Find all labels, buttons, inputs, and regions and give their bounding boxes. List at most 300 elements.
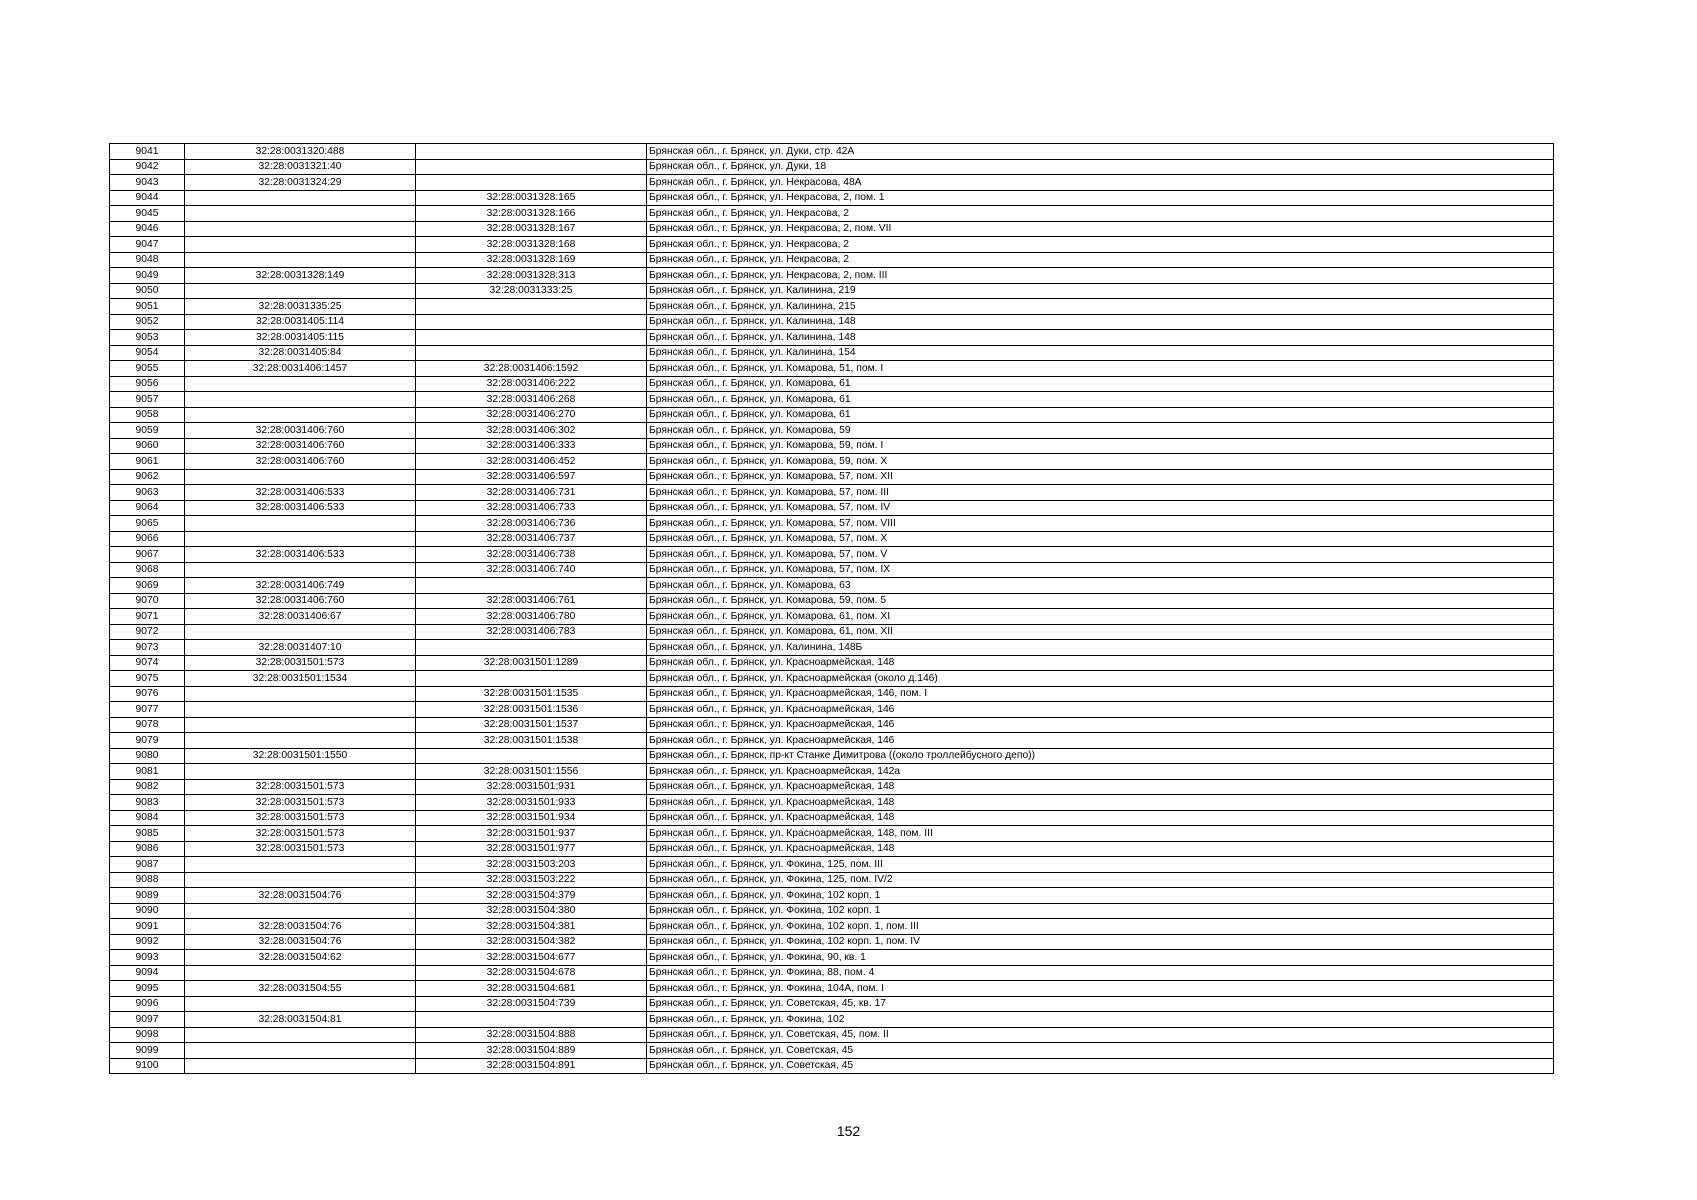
row-number-cell: 9097 (110, 1012, 185, 1028)
address-cell: Брянская обл., г. Брянск, ул. Комарова, 57, пом. X (647, 531, 1554, 547)
row-number-cell: 9050 (110, 283, 185, 299)
land-cadastral-number-cell: 32:28:0031406:760 (185, 593, 416, 609)
address-cell: Брянская обл., г. Брянск, ул. Комарова, 51, пом. I (647, 361, 1554, 377)
row-number-cell: 9049 (110, 268, 185, 284)
address-cell: Брянская обл., г. Брянск, ул. Некрасова, 2, пом. VII (647, 221, 1554, 237)
table-row (110, 283, 1554, 299)
row-number-cell: 9082 (110, 779, 185, 795)
row-number-cell: 9042 (110, 159, 185, 175)
table-row (110, 919, 1554, 935)
land-cadastral-number-cell (185, 407, 416, 423)
table-row (110, 981, 1554, 997)
row-number-cell: 9090 (110, 903, 185, 919)
table-row (110, 376, 1554, 392)
row-number-cell: 9083 (110, 795, 185, 811)
land-cadastral-number-cell (185, 717, 416, 733)
land-cadastral-number-cell (185, 1058, 416, 1074)
table-row (110, 671, 1554, 687)
object-cadastral-number-cell (416, 748, 647, 764)
row-number-cell: 9098 (110, 1027, 185, 1043)
object-cadastral-number-cell: 32:28:0031504:380 (416, 903, 647, 919)
row-number-cell: 9080 (110, 748, 185, 764)
address-cell: Брянская обл., г. Брянск, ул. Некрасова, 2 (647, 206, 1554, 222)
address-cell: Брянская обл., г. Брянск, пр-кт Станке Димитрова ((около троллейбусного депо)) (647, 748, 1554, 764)
table-row (110, 423, 1554, 439)
table-row (110, 702, 1554, 718)
object-cadastral-number-cell: 32:28:0031501:1538 (416, 733, 647, 749)
row-number-cell: 9054 (110, 345, 185, 361)
object-cadastral-number-cell: 32:28:0031501:1556 (416, 764, 647, 780)
row-number-cell: 9057 (110, 392, 185, 408)
table-row (110, 221, 1554, 237)
land-cadastral-number-cell (185, 469, 416, 485)
row-number-cell: 9072 (110, 624, 185, 640)
table-row (110, 175, 1554, 191)
table-row (110, 996, 1554, 1012)
land-cadastral-number-cell: 32:28:0031406:749 (185, 578, 416, 594)
address-cell: Брянская обл., г. Брянск, ул. Красноармейская, 146, пом. I (647, 686, 1554, 702)
address-cell: Брянская обл., г. Брянск, ул. Комарова, 59, пом. I (647, 438, 1554, 454)
address-cell: Брянская обл., г. Брянск, ул. Комарова, 61 (647, 392, 1554, 408)
object-cadastral-number-cell: 32:28:0031406:731 (416, 485, 647, 501)
row-number-cell: 9085 (110, 826, 185, 842)
object-cadastral-number-cell (416, 578, 647, 594)
row-number-cell: 9084 (110, 810, 185, 826)
address-cell: Брянская обл., г. Брянск, ул. Красноармейская, 148 (647, 795, 1554, 811)
page-number: 152 (836, 1123, 861, 1139)
row-number-cell: 9064 (110, 500, 185, 516)
object-cadastral-number-cell: 32:28:0031406:452 (416, 454, 647, 470)
land-cadastral-number-cell (185, 237, 416, 253)
table-row (110, 500, 1554, 516)
address-cell: Брянская обл., г. Брянск, ул. Комарова, 61, пом. XII (647, 624, 1554, 640)
table-row (110, 392, 1554, 408)
address-cell: Брянская обл., г. Брянск, ул. Красноармейская, 148 (647, 810, 1554, 826)
table-row (110, 206, 1554, 222)
row-number-cell: 9089 (110, 888, 185, 904)
address-cell: Брянская обл., г. Брянск, ул. Фокина, 104А, пом. I (647, 981, 1554, 997)
row-number-cell: 9044 (110, 190, 185, 206)
land-cadastral-number-cell: 32:28:0031406:760 (185, 438, 416, 454)
row-number-cell: 9059 (110, 423, 185, 439)
object-cadastral-number-cell: 32:28:0031406:733 (416, 500, 647, 516)
address-cell: Брянская обл., г. Брянск, ул. Фокина, 88, пом. 4 (647, 965, 1554, 981)
land-cadastral-number-cell: 32:28:0031406:533 (185, 500, 416, 516)
row-number-cell: 9067 (110, 547, 185, 563)
row-number-cell: 9092 (110, 934, 185, 950)
row-number-cell: 9096 (110, 996, 185, 1012)
address-cell: Брянская обл., г. Брянск, ул. Некрасова, 2, пом. III (647, 268, 1554, 284)
object-cadastral-number-cell: 32:28:0031406:333 (416, 438, 647, 454)
row-number-cell: 9094 (110, 965, 185, 981)
land-cadastral-number-cell (185, 562, 416, 578)
address-cell: Брянская обл., г. Брянск, ул. Фокина, 102 корп. 1 (647, 903, 1554, 919)
object-cadastral-number-cell: 32:28:0031406:597 (416, 469, 647, 485)
address-cell: Брянская обл., г. Брянск, ул. Комарова, 61 (647, 407, 1554, 423)
land-cadastral-number-cell: 32:28:0031501:573 (185, 779, 416, 795)
table-row (110, 531, 1554, 547)
table-row (110, 345, 1554, 361)
object-cadastral-number-cell: 32:28:0031406:736 (416, 516, 647, 532)
land-cadastral-number-cell (185, 252, 416, 268)
row-number-cell: 9081 (110, 764, 185, 780)
row-number-cell: 9060 (110, 438, 185, 454)
table-row (110, 903, 1554, 919)
land-cadastral-number-cell (185, 857, 416, 873)
address-cell: Брянская обл., г. Брянск, ул. Комарова, 61 (647, 376, 1554, 392)
land-cadastral-number-cell (185, 733, 416, 749)
row-number-cell: 9078 (110, 717, 185, 733)
table-row (110, 841, 1554, 857)
row-number-cell: 9079 (110, 733, 185, 749)
object-cadastral-number-cell (416, 1012, 647, 1028)
table-row (110, 454, 1554, 470)
object-cadastral-number-cell: 32:28:0031406:268 (416, 392, 647, 408)
row-number-cell: 9069 (110, 578, 185, 594)
table-row (110, 1027, 1554, 1043)
land-cadastral-number-cell: 32:28:0031504:81 (185, 1012, 416, 1028)
land-cadastral-number-cell: 32:28:0031501:573 (185, 841, 416, 857)
table-row (110, 299, 1554, 315)
address-cell: Брянская обл., г. Брянск, ул. Фокина, 125, пом. IV/2 (647, 872, 1554, 888)
land-cadastral-number-cell (185, 376, 416, 392)
row-number-cell: 9053 (110, 330, 185, 346)
row-number-cell: 9076 (110, 686, 185, 702)
land-cadastral-number-cell (185, 764, 416, 780)
land-cadastral-number-cell: 32:28:0031501:573 (185, 826, 416, 842)
address-cell: Брянская обл., г. Брянск, ул. Фокина, 102 корп. 1, пом. III (647, 919, 1554, 935)
address-cell: Брянская обл., г. Брянск, ул. Комарова, 61, пом. XI (647, 609, 1554, 625)
table-row (110, 252, 1554, 268)
object-cadastral-number-cell: 32:28:0031406:222 (416, 376, 647, 392)
object-cadastral-number-cell (416, 314, 647, 330)
table-row (110, 330, 1554, 346)
address-cell: Брянская обл., г. Брянск, ул. Комарова, 63 (647, 578, 1554, 594)
table-row (110, 779, 1554, 795)
address-cell: Брянская обл., г. Брянск, ул. Комарова, 57, пом. III (647, 485, 1554, 501)
address-cell: Брянская обл., г. Брянск, ул. Некрасова, 48А (647, 175, 1554, 191)
land-cadastral-number-cell (185, 531, 416, 547)
table-row (110, 810, 1554, 826)
table-row (110, 1043, 1554, 1059)
object-cadastral-number-cell: 32:28:0031333:25 (416, 283, 647, 299)
address-cell: Брянская обл., г. Брянск, ул. Фокина, 102 корп. 1 (647, 888, 1554, 904)
object-cadastral-number-cell: 32:28:0031406:302 (416, 423, 647, 439)
land-cadastral-number-cell: 32:28:0031406:1457 (185, 361, 416, 377)
table-row (110, 748, 1554, 764)
table-row (110, 144, 1554, 160)
address-cell: Брянская обл., г. Брянск, ул. Фокина, 102 (647, 1012, 1554, 1028)
land-cadastral-number-cell: 32:28:0031406:760 (185, 454, 416, 470)
land-cadastral-number-cell: 32:28:0031406:533 (185, 485, 416, 501)
address-cell: Брянская обл., г. Брянск, ул. Комарова, 59 (647, 423, 1554, 439)
row-number-cell: 9093 (110, 950, 185, 966)
land-cadastral-number-cell: 32:28:0031407:10 (185, 640, 416, 656)
object-cadastral-number-cell: 32:28:0031501:1536 (416, 702, 647, 718)
object-cadastral-number-cell (416, 640, 647, 656)
object-cadastral-number-cell: 32:28:0031406:738 (416, 547, 647, 563)
row-number-cell: 9073 (110, 640, 185, 656)
address-cell: Брянская обл., г. Брянск, ул. Фокина, 102 корп. 1, пом. IV (647, 934, 1554, 950)
table-row (110, 655, 1554, 671)
table-row (110, 469, 1554, 485)
object-cadastral-number-cell: 32:28:0031501:934 (416, 810, 647, 826)
registry-table (109, 143, 1554, 1074)
land-cadastral-number-cell: 32:28:0031406:67 (185, 609, 416, 625)
land-cadastral-number-cell (185, 283, 416, 299)
row-number-cell: 9100 (110, 1058, 185, 1074)
address-cell: Брянская обл., г. Брянск, ул. Некрасова, 2 (647, 237, 1554, 253)
object-cadastral-number-cell (416, 144, 647, 160)
land-cadastral-number-cell (185, 996, 416, 1012)
land-cadastral-number-cell (185, 516, 416, 532)
table-row (110, 407, 1554, 423)
address-cell: Брянская обл., г. Брянск, ул. Калинина, 215 (647, 299, 1554, 315)
row-number-cell: 9048 (110, 252, 185, 268)
object-cadastral-number-cell: 32:28:0031328:168 (416, 237, 647, 253)
row-number-cell: 9055 (110, 361, 185, 377)
land-cadastral-number-cell: 32:28:0031501:573 (185, 655, 416, 671)
table-row (110, 686, 1554, 702)
table-row (110, 857, 1554, 873)
object-cadastral-number-cell: 32:28:0031503:203 (416, 857, 647, 873)
object-cadastral-number-cell: 32:28:0031406:761 (416, 593, 647, 609)
table-row (110, 237, 1554, 253)
land-cadastral-number-cell (185, 206, 416, 222)
object-cadastral-number-cell: 32:28:0031504:739 (416, 996, 647, 1012)
land-cadastral-number-cell (185, 872, 416, 888)
row-number-cell: 9088 (110, 872, 185, 888)
row-number-cell: 9065 (110, 516, 185, 532)
table-row (110, 578, 1554, 594)
address-cell: Брянская обл., г. Брянск, ул. Калинина, 148 (647, 314, 1554, 330)
land-cadastral-number-cell: 32:28:0031504:76 (185, 934, 416, 950)
object-cadastral-number-cell: 32:28:0031503:222 (416, 872, 647, 888)
object-cadastral-number-cell: 32:28:0031504:381 (416, 919, 647, 935)
table-row (110, 361, 1554, 377)
object-cadastral-number-cell (416, 330, 647, 346)
object-cadastral-number-cell: 32:28:0031504:678 (416, 965, 647, 981)
table-row (110, 593, 1554, 609)
land-cadastral-number-cell: 32:28:0031504:55 (185, 981, 416, 997)
address-cell: Брянская обл., г. Брянск, ул. Калинина, 219 (647, 283, 1554, 299)
table-row (110, 485, 1554, 501)
row-number-cell: 9086 (110, 841, 185, 857)
table-row (110, 826, 1554, 842)
address-cell: Брянская обл., г. Брянск, ул. Красноармейская, 148 (647, 779, 1554, 795)
land-cadastral-number-cell: 32:28:0031501:1534 (185, 671, 416, 687)
address-cell: Брянская обл., г. Брянск, ул. Красноармейская, 142а (647, 764, 1554, 780)
row-number-cell: 9046 (110, 221, 185, 237)
table-row (110, 950, 1554, 966)
table-row (110, 717, 1554, 733)
address-cell: Брянская обл., г. Брянск, ул. Некрасова, 2, пом. 1 (647, 190, 1554, 206)
object-cadastral-number-cell: 32:28:0031504:889 (416, 1043, 647, 1059)
land-cadastral-number-cell: 32:28:0031504:76 (185, 888, 416, 904)
object-cadastral-number-cell: 32:28:0031501:1537 (416, 717, 647, 733)
land-cadastral-number-cell (185, 392, 416, 408)
land-cadastral-number-cell: 32:28:0031405:115 (185, 330, 416, 346)
address-cell: Брянская обл., г. Брянск, ул. Советская, 45 (647, 1058, 1554, 1074)
object-cadastral-number-cell: 32:28:0031501:937 (416, 826, 647, 842)
address-cell: Брянская обл., г. Брянск, ул. Калинина, 148Б (647, 640, 1554, 656)
address-cell: Брянская обл., г. Брянск, ул. Советская, 45 (647, 1043, 1554, 1059)
row-number-cell: 9068 (110, 562, 185, 578)
land-cadastral-number-cell (185, 190, 416, 206)
address-cell: Брянская обл., г. Брянск, ул. Дуки, 18 (647, 159, 1554, 175)
address-cell: Брянская обл., г. Брянск, ул. Комарова, 57, пом. V (647, 547, 1554, 563)
address-cell: Брянская обл., г. Брянск, ул. Комарова, 57, пом. XII (647, 469, 1554, 485)
object-cadastral-number-cell: 32:28:0031406:780 (416, 609, 647, 625)
land-cadastral-number-cell (185, 702, 416, 718)
row-number-cell: 9075 (110, 671, 185, 687)
land-cadastral-number-cell (185, 221, 416, 237)
address-cell: Брянская обл., г. Брянск, ул. Комарова, 57, пом. IV (647, 500, 1554, 516)
address-cell: Брянская обл., г. Брянск, ул. Некрасова, 2 (647, 252, 1554, 268)
object-cadastral-number-cell: 32:28:0031501:977 (416, 841, 647, 857)
row-number-cell: 9045 (110, 206, 185, 222)
address-cell: Брянская обл., г. Брянск, ул. Красноармейская, 148, пом. III (647, 826, 1554, 842)
address-cell: Брянская обл., г. Брянск, ул. Красноармейская, 146 (647, 717, 1554, 733)
object-cadastral-number-cell: 32:28:0031406:737 (416, 531, 647, 547)
address-cell: Брянская обл., г. Брянск, ул. Красноармейская, 148 (647, 841, 1554, 857)
row-number-cell: 9070 (110, 593, 185, 609)
row-number-cell: 9061 (110, 454, 185, 470)
object-cadastral-number-cell (416, 671, 647, 687)
object-cadastral-number-cell: 32:28:0031406:270 (416, 407, 647, 423)
address-cell: Брянская обл., г. Брянск, ул. Дуки, стр. 42А (647, 144, 1554, 160)
table-row (110, 640, 1554, 656)
table-row (110, 547, 1554, 563)
land-cadastral-number-cell: 32:28:0031335:25 (185, 299, 416, 315)
registry-table-body (110, 144, 1554, 1074)
address-cell: Брянская обл., г. Брянск, ул. Калинина, 154 (647, 345, 1554, 361)
row-number-cell: 9095 (110, 981, 185, 997)
object-cadastral-number-cell: 32:28:0031501:1289 (416, 655, 647, 671)
table-row (110, 872, 1554, 888)
address-cell: Брянская обл., г. Брянск, ул. Комарова, 57, пом. IX (647, 562, 1554, 578)
object-cadastral-number-cell: 32:28:0031504:382 (416, 934, 647, 950)
row-number-cell: 9051 (110, 299, 185, 315)
land-cadastral-number-cell (185, 1043, 416, 1059)
land-cadastral-number-cell (185, 903, 416, 919)
row-number-cell: 9052 (110, 314, 185, 330)
table-row (110, 624, 1554, 640)
address-cell: Брянская обл., г. Брянск, ул. Красноармейская (около д.146) (647, 671, 1554, 687)
address-cell: Брянская обл., г. Брянск, ул. Фокина, 125, пом. III (647, 857, 1554, 873)
row-number-cell: 9058 (110, 407, 185, 423)
object-cadastral-number-cell: 32:28:0031504:891 (416, 1058, 647, 1074)
address-cell: Брянская обл., г. Брянск, ул. Красноармейская, 146 (647, 702, 1554, 718)
object-cadastral-number-cell: 32:28:0031504:379 (416, 888, 647, 904)
land-cadastral-number-cell: 32:28:0031504:76 (185, 919, 416, 935)
land-cadastral-number-cell: 32:28:0031504:62 (185, 950, 416, 966)
object-cadastral-number-cell (416, 175, 647, 191)
object-cadastral-number-cell: 32:28:0031501:1535 (416, 686, 647, 702)
object-cadastral-number-cell: 32:28:0031328:313 (416, 268, 647, 284)
table-row (110, 268, 1554, 284)
land-cadastral-number-cell: 32:28:0031324:29 (185, 175, 416, 191)
land-cadastral-number-cell (185, 686, 416, 702)
table-row (110, 516, 1554, 532)
land-cadastral-number-cell (185, 624, 416, 640)
table-row (110, 609, 1554, 625)
row-number-cell: 9041 (110, 144, 185, 160)
row-number-cell: 9077 (110, 702, 185, 718)
land-cadastral-number-cell: 32:28:0031320:488 (185, 144, 416, 160)
object-cadastral-number-cell: 32:28:0031501:933 (416, 795, 647, 811)
land-cadastral-number-cell: 32:28:0031406:533 (185, 547, 416, 563)
table-row (110, 733, 1554, 749)
row-number-cell: 9091 (110, 919, 185, 935)
table-row (110, 314, 1554, 330)
table-row (110, 888, 1554, 904)
row-number-cell: 9074 (110, 655, 185, 671)
row-number-cell: 9056 (110, 376, 185, 392)
object-cadastral-number-cell: 32:28:0031406:740 (416, 562, 647, 578)
table-row (110, 934, 1554, 950)
address-cell: Брянская обл., г. Брянск, ул. Советская, 45, кв. 17 (647, 996, 1554, 1012)
land-cadastral-number-cell: 32:28:0031405:84 (185, 345, 416, 361)
address-cell: Брянская обл., г. Брянск, ул. Комарова, 57, пом. VIII (647, 516, 1554, 532)
row-number-cell: 9063 (110, 485, 185, 501)
object-cadastral-number-cell: 32:28:0031328:169 (416, 252, 647, 268)
land-cadastral-number-cell: 32:28:0031501:1550 (185, 748, 416, 764)
table-row (110, 438, 1554, 454)
address-cell: Брянская обл., г. Брянск, ул. Красноармейская, 148 (647, 655, 1554, 671)
land-cadastral-number-cell (185, 965, 416, 981)
address-cell: Брянская обл., г. Брянск, ул. Комарова, 59, пом. X (647, 454, 1554, 470)
table-row (110, 1012, 1554, 1028)
table-row (110, 1058, 1554, 1074)
row-number-cell: 9062 (110, 469, 185, 485)
land-cadastral-number-cell: 32:28:0031501:573 (185, 795, 416, 811)
row-number-cell: 9066 (110, 531, 185, 547)
object-cadastral-number-cell: 32:28:0031504:677 (416, 950, 647, 966)
object-cadastral-number-cell: 32:28:0031328:165 (416, 190, 647, 206)
table-row (110, 795, 1554, 811)
land-cadastral-number-cell: 32:28:0031501:573 (185, 810, 416, 826)
object-cadastral-number-cell (416, 345, 647, 361)
object-cadastral-number-cell (416, 299, 647, 315)
row-number-cell: 9043 (110, 175, 185, 191)
object-cadastral-number-cell: 32:28:0031501:931 (416, 779, 647, 795)
address-cell: Брянская обл., г. Брянск, ул. Калинина, 148 (647, 330, 1554, 346)
address-cell: Брянская обл., г. Брянск, ул. Фокина, 90, кв. 1 (647, 950, 1554, 966)
object-cadastral-number-cell: 32:28:0031328:167 (416, 221, 647, 237)
table-row (110, 190, 1554, 206)
row-number-cell: 9099 (110, 1043, 185, 1059)
land-cadastral-number-cell (185, 1027, 416, 1043)
row-number-cell: 9087 (110, 857, 185, 873)
land-cadastral-number-cell: 32:28:0031321:40 (185, 159, 416, 175)
row-number-cell: 9071 (110, 609, 185, 625)
object-cadastral-number-cell: 32:28:0031406:783 (416, 624, 647, 640)
table-row (110, 562, 1554, 578)
table-row (110, 764, 1554, 780)
address-cell: Брянская обл., г. Брянск, ул. Комарова, 59, пом. 5 (647, 593, 1554, 609)
table-row (110, 159, 1554, 175)
address-cell: Брянская обл., г. Брянск, ул. Советская, 45, пом. II (647, 1027, 1554, 1043)
land-cadastral-number-cell: 32:28:0031405:114 (185, 314, 416, 330)
object-cadastral-number-cell (416, 159, 647, 175)
address-cell: Брянская обл., г. Брянск, ул. Красноармейская, 146 (647, 733, 1554, 749)
object-cadastral-number-cell: 32:28:0031504:888 (416, 1027, 647, 1043)
row-number-cell: 9047 (110, 237, 185, 253)
land-cadastral-number-cell: 32:28:0031328:149 (185, 268, 416, 284)
land-cadastral-number-cell: 32:28:0031406:760 (185, 423, 416, 439)
object-cadastral-number-cell: 32:28:0031504:681 (416, 981, 647, 997)
